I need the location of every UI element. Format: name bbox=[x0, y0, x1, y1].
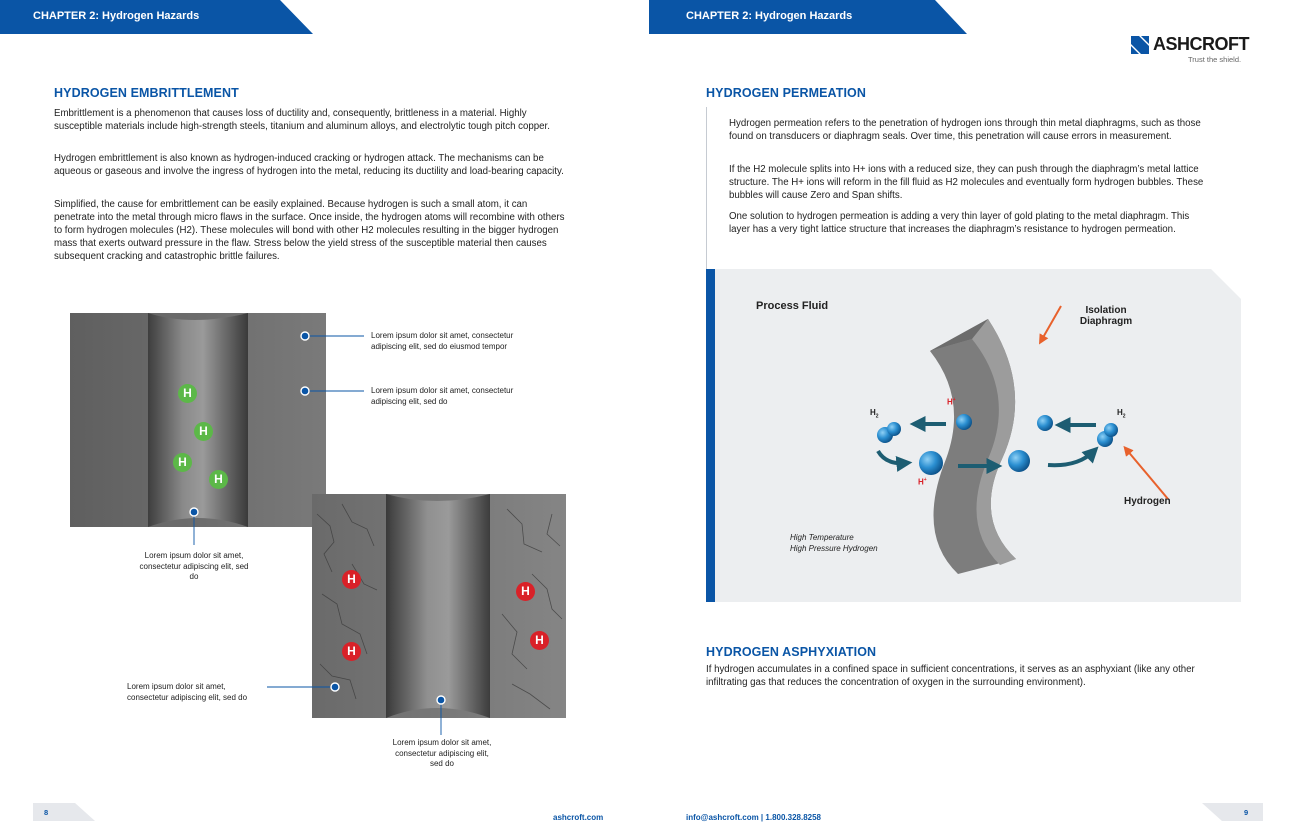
paragraph: If the H2 molecule splits into H+ ions with a reduced size, they can push through the diaphragm’s metal lattice structure. The H+ ions will reform in the fill fluid as H2 molecules and eventually form hydrogen bubbles. These bubbles will cause Zero and Span shifts. bbox=[729, 164, 1204, 201]
right-page bbox=[649, 0, 1298, 837]
footer-tab bbox=[649, 803, 1298, 821]
h2-symbol: H bbox=[870, 408, 876, 417]
label-hplus-bottom bbox=[918, 477, 927, 487]
label-conditions bbox=[790, 532, 878, 554]
hydrogen-atom-green: H bbox=[178, 384, 197, 403]
paragraph: If hydrogen accumulates in a confined space in sufficient concentrations, it serves as an asphyxiant (like any other infiltrating gas that reduces the concentration of oxygen in the surrounding environment). bbox=[706, 664, 1195, 688]
hydrogen-atom-green: H bbox=[173, 453, 192, 472]
hplus-superscript: + bbox=[923, 477, 927, 483]
hplus-superscript: + bbox=[952, 397, 956, 403]
paragraph: Hydrogen embrittlement is also known as hydrogen-induced cracking or hydrogen attack. The mechanisms can be aqueous or gaseous and involve the ingress of hydrogen into the metal, reducing its ductility and load-bearing capacity. bbox=[54, 153, 564, 177]
hydrogen-atom-green: H bbox=[209, 470, 228, 489]
hplus-symbol: H bbox=[918, 477, 924, 487]
label-h2-left bbox=[870, 408, 879, 420]
footer-email[interactable]: info@ashcroft.com bbox=[686, 813, 759, 822]
label-process-fluid: Process Fluid bbox=[756, 300, 829, 312]
logo-text: ASHCROFT bbox=[1153, 34, 1249, 54]
chapter-title: CHAPTER 2: Hydrogen Hazards bbox=[686, 10, 853, 22]
hydrogen-atom-red: H bbox=[516, 582, 535, 601]
hydrogen-atom-red: H bbox=[342, 570, 361, 589]
callout-text: Lorem ipsum dolor sit amet, consectetur adipiscing elit, sed do eiusmod tempor bbox=[371, 331, 514, 351]
label-conditions-line2: High Pressure Hydrogen bbox=[790, 544, 878, 553]
footer-phone[interactable]: 1.800.328.8258 bbox=[765, 813, 821, 822]
footer-website[interactable]: ashcroft.com bbox=[553, 813, 604, 822]
callout-text: Lorem ipsum dolor sit amet, consectetur adipiscing elit, sed do bbox=[392, 738, 492, 768]
label-h2-right bbox=[1117, 408, 1126, 420]
footer-separator: | bbox=[758, 813, 766, 822]
hydrogen-atom-red: H bbox=[530, 631, 549, 650]
section-heading-permeation: HYDROGEN PERMEATION bbox=[706, 86, 867, 100]
paragraph: One solution to hydrogen permeation is adding a very thin layer of gold plating to the metal diaphragm. This layer has a very tight lattice structure that increases the diaphragm’s resistance to hydrogen permeation. bbox=[729, 211, 1190, 235]
label-conditions-line1: High Temperature bbox=[790, 533, 854, 542]
shield-icon bbox=[1129, 34, 1151, 54]
page-number: 8 bbox=[44, 808, 49, 817]
footer-tab bbox=[0, 803, 649, 821]
paragraph-rule bbox=[706, 107, 707, 270]
hydrogen-atom-red: H bbox=[342, 642, 361, 661]
logo-tagline: Trust the shield. bbox=[1188, 55, 1242, 64]
callout-text: Lorem ipsum dolor sit amet, consectetur adipiscing elit, sed do bbox=[371, 386, 514, 406]
label-isolation-line1: Isolation bbox=[1085, 305, 1127, 316]
section-heading-asphyxiation: HYDROGEN ASPHYXIATION bbox=[706, 645, 877, 659]
callout-text: Lorem ipsum dolor sit amet, consectetur adipiscing elit, sed do bbox=[139, 551, 249, 581]
chapter-banner bbox=[649, 0, 962, 34]
label-hplus-top bbox=[947, 397, 956, 407]
label-isolation-line2: Diaphragm bbox=[1079, 316, 1133, 327]
hplus-symbol: H bbox=[947, 397, 953, 407]
paragraph: Embrittlement is a phenomenon that causes loss of ductility and, consequently, brittleness in a material. Highly susceptible materials include high-strength steels, titanium and aluminum alloys, and electrolytic tough pitch copper. bbox=[54, 108, 550, 132]
section-heading-embrittlement: HYDROGEN EMBRITTLEMENT bbox=[54, 86, 239, 100]
ashcroft-logo bbox=[1129, 34, 1259, 66]
chapter-title: CHAPTER 2: Hydrogen Hazards bbox=[33, 10, 200, 22]
label-hydrogen: Hydrogen bbox=[1124, 496, 1171, 507]
paragraph: Simplified, the cause for embrittlement can be easily explained. Because hydrogen is such a small atom, it can penetrate into the metal through micro flaws in the surface. Once inside, the hydrogen atoms will recombine with others to form hydrogen molecules (H2). These molecules will bond with other H2 molecules resulting in the bigger hydrogen mass that exerts outward pressure in the flaw. Stress below the yield stress of the susceptible material then causes subsequent cracking and catastrophic brittle failures. bbox=[54, 199, 565, 262]
hydrogen-atom-green: H bbox=[194, 422, 213, 441]
paragraph: Hydrogen permeation refers to the penetration of hydrogen ions through thin metal diaphragms, such as those found on transducers or diaphragm seals. Over time, this penetration will cause errors in measurement. bbox=[729, 118, 1201, 142]
page-number: 9 bbox=[1244, 808, 1249, 817]
h2-symbol: H bbox=[1117, 408, 1123, 417]
h2-subscript: 2 bbox=[875, 413, 879, 420]
diagram-background bbox=[706, 269, 1241, 602]
h2-subscript: 2 bbox=[1122, 413, 1126, 420]
label-isolation-diaphragm bbox=[1076, 305, 1136, 327]
callout-text: Lorem ipsum dolor sit amet, consectetur adipiscing elit, sed do bbox=[127, 682, 248, 702]
permeation-diagram bbox=[706, 269, 1241, 602]
